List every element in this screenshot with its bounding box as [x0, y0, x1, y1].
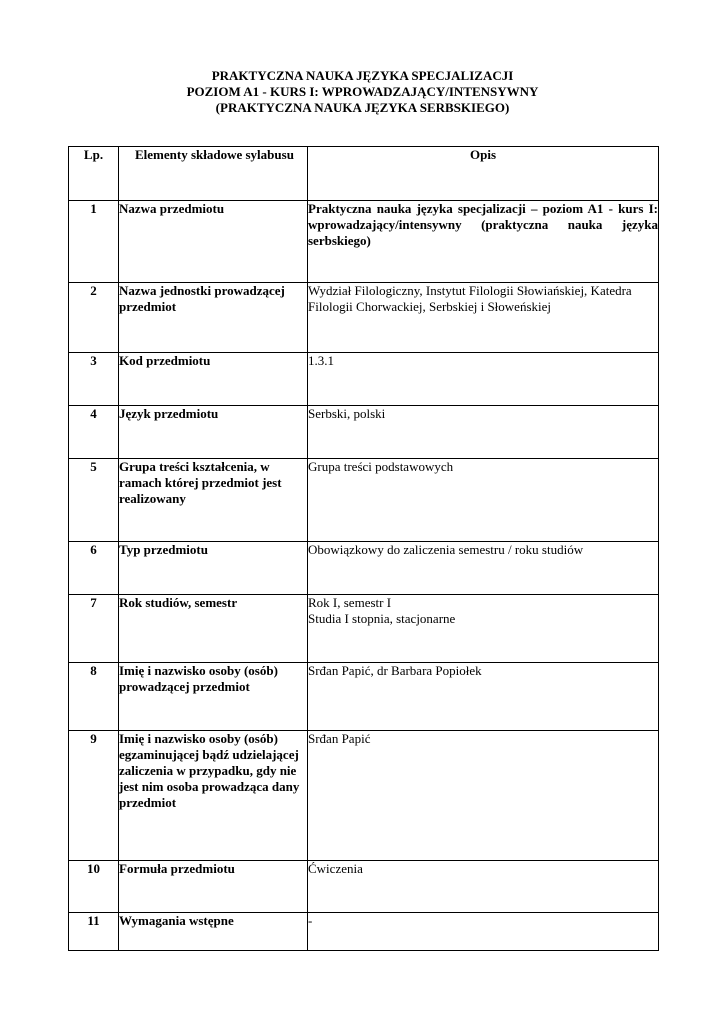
row-number: 4 [69, 406, 119, 459]
document-title [0, 68, 725, 116]
row-description: - [308, 913, 659, 951]
row-description: Srđan Papić, dr Barbara Popiołek [308, 663, 659, 731]
table-row [69, 663, 659, 731]
title-line-1: PRAKTYCZNA NAUKA JĘZYKA SPECJALIZACJI [211, 68, 514, 83]
row-description: Wydział Filologiczny, Instytut Filologii Słowiańskiej, Katedra Filologii Chorwackiej, Serbskiej i Słoweńskiej [308, 283, 659, 353]
row-number: 2 [69, 283, 119, 353]
row-number: 7 [69, 595, 119, 663]
row-description: Srđan Papić [308, 731, 659, 861]
row-label: Imię i nazwisko osoby (osób) egzaminującej bądź udzielającej zaliczenia w przypadku, gdy nie jest nim osoba prowadząca dany przedmiot [119, 731, 308, 861]
title-line-2: POZIOM A1 - KURS I: WPROWADZAJĄCY/INTENSYWNY [186, 84, 539, 99]
row-description: Serbski, polski [308, 406, 659, 459]
row-label: Grupa treści kształcenia, w ramach której przedmiot jest realizowany [119, 459, 308, 542]
row-description: Praktyczna nauka języka specjalizacji – poziom A1 - kurs I: wprowadzający/intensywny (praktyczna nauka języka serbskiego) [308, 201, 659, 283]
row-label: Wymagania wstępne [119, 913, 308, 951]
row-number: 11 [69, 913, 119, 951]
row-label: Typ przedmiotu [119, 542, 308, 595]
row-label: Nazwa jednostki prowadzącej przedmiot [119, 283, 308, 353]
row-label: Rok studiów, semestr [119, 595, 308, 663]
row-number: 10 [69, 861, 119, 913]
table-row [69, 595, 659, 663]
row-description: Ćwiczenia [308, 861, 659, 913]
table-row [69, 283, 659, 353]
row-number: 5 [69, 459, 119, 542]
table-row [69, 731, 659, 861]
row-description-line: Studia I stopnia, stacjonarne [308, 611, 456, 626]
row-description: Obowiązkowy do zaliczenia semestru / roku studiów [308, 542, 659, 595]
table-row [69, 542, 659, 595]
row-label: Nazwa przedmiotu [119, 201, 308, 283]
row-label: Imię i nazwisko osoby (osób) prowadzącej przedmiot [119, 663, 308, 731]
row-description [308, 595, 659, 663]
row-label: Kod przedmiotu [119, 353, 308, 406]
column-header-description: Opis [308, 147, 659, 201]
row-description-line: Rok I, semestr I [308, 595, 392, 610]
table-row [69, 459, 659, 542]
table-row [69, 861, 659, 913]
row-number: 9 [69, 731, 119, 861]
row-description: 1.3.1 [308, 353, 659, 406]
row-label: Język przedmiotu [119, 406, 308, 459]
table-row [69, 913, 659, 951]
row-number: 8 [69, 663, 119, 731]
table-row [69, 353, 659, 406]
table-row [69, 201, 659, 283]
row-number: 6 [69, 542, 119, 595]
column-header-elements: Elementy składowe sylabusu [119, 147, 308, 201]
title-line-3: (PRAKTYCZNA NAUKA JĘZYKA SERBSKIEGO) [215, 100, 510, 115]
row-number: 3 [69, 353, 119, 406]
table-row [69, 406, 659, 459]
row-number: 1 [69, 201, 119, 283]
syllabus-table [68, 146, 659, 951]
row-description: Grupa treści podstawowych [308, 459, 659, 542]
column-header-lp: Lp. [69, 147, 119, 201]
row-label: Formuła przedmiotu [119, 861, 308, 913]
table-header-row [69, 147, 659, 201]
